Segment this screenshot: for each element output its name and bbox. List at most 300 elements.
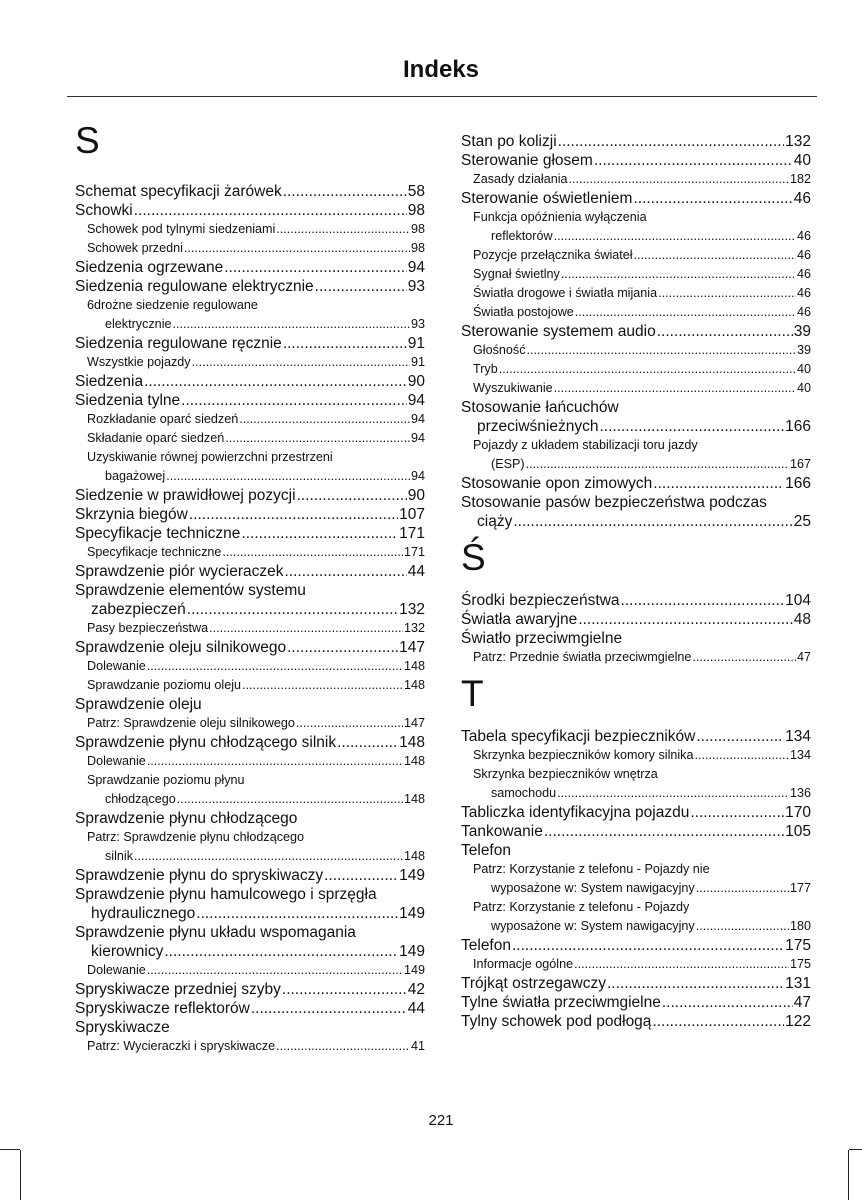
- page-ref: 46: [793, 190, 811, 207]
- page-ref: 171: [399, 525, 425, 542]
- index-entry: [461, 474, 811, 493]
- entry-text: Schowek pod tylnymi siedzeniami: [87, 222, 276, 236]
- index-entry: [461, 322, 811, 341]
- index-entry: [75, 391, 425, 410]
- entry-text-continued: hydraulicznego: [91, 905, 196, 922]
- page-ref: 93: [410, 317, 425, 331]
- page-ref: 134: [789, 748, 811, 762]
- entry-text: Składanie oparć siedzeń: [87, 431, 225, 445]
- index-entry: [461, 803, 811, 822]
- dot-leader: [554, 379, 796, 398]
- page-ref: 42: [407, 981, 425, 998]
- entry-text-continued: ciąży: [477, 513, 513, 530]
- entry-text: Siedzenia regulowane elektrycznie: [75, 278, 314, 295]
- dot-leader: [513, 512, 792, 531]
- entry-text: Specyfikacje techniczne: [87, 545, 222, 559]
- dot-leader: [276, 1037, 410, 1056]
- page-ref: 94: [410, 431, 425, 445]
- page-ref: 94: [407, 259, 425, 276]
- entry-text: Światła awaryjne: [461, 611, 578, 628]
- index-subentry: [75, 296, 425, 334]
- index-entry: [75, 999, 425, 1018]
- entry-text: Skrzynka bezpieczników komory silnika: [473, 748, 694, 762]
- entry-text: Siedzenia tylne: [75, 392, 181, 409]
- entry-text: Głośność: [473, 343, 526, 357]
- index-entry: [75, 980, 425, 999]
- title-rule: [67, 96, 817, 97]
- index-subentry: [461, 955, 811, 974]
- entry-text: Pojazdy z układem stabilizacji toru jazdy: [473, 438, 698, 452]
- dot-leader: [144, 372, 407, 391]
- page-ref: 166: [785, 475, 811, 492]
- index-subentry: [461, 265, 811, 284]
- dot-leader: [222, 543, 403, 562]
- index-entry: [461, 727, 811, 746]
- page-ref: 148: [403, 659, 425, 673]
- entry-text: Wszystkie pojazdy: [87, 355, 191, 369]
- dot-leader: [166, 467, 410, 486]
- index-subentry: [461, 284, 811, 303]
- entry-text: Sprawdzenie płynu układu wspomagania: [75, 924, 356, 941]
- page-ref: 46: [796, 286, 811, 300]
- index-entry: [75, 695, 425, 714]
- dot-leader: [599, 417, 784, 436]
- entry-text: Pasy bezpieczeństwa: [87, 621, 209, 635]
- index-subentry: [75, 714, 425, 733]
- index-entry: [461, 629, 811, 648]
- page-ref: 98: [410, 222, 425, 236]
- page-ref: 180: [789, 919, 811, 933]
- index-entry: [75, 638, 425, 657]
- dot-leader: [594, 151, 793, 170]
- page-ref: 91: [410, 355, 425, 369]
- index-subentry: [75, 752, 425, 771]
- index-entry: [75, 562, 425, 581]
- index-entry: [75, 1018, 425, 1037]
- dot-leader: [192, 353, 410, 372]
- entry-text-continued: wyposażone w: System nawigacyjny: [491, 881, 695, 895]
- entry-text: Rozkładanie oparć siedzeń: [87, 412, 239, 426]
- dot-leader: [512, 936, 784, 955]
- index-entry: [461, 993, 811, 1012]
- entry-text-continued: wyposażone w: System nawigacyjny: [491, 919, 695, 933]
- entry-text-continued: chłodzącego: [105, 792, 176, 806]
- page-ref: 132: [785, 133, 811, 150]
- page-ref: 149: [399, 943, 425, 960]
- dot-leader: [147, 657, 403, 676]
- entry-text: Światło przeciwmgielne: [461, 630, 623, 647]
- dot-leader: [187, 600, 398, 619]
- entry-text: Uzyskiwanie równej powierzchni przestrzeni: [87, 450, 333, 464]
- index-subentry: [461, 303, 811, 322]
- index-entry: [75, 505, 425, 524]
- dot-leader: [283, 334, 407, 353]
- page-ref: 175: [789, 957, 811, 971]
- page-ref: 40: [793, 152, 811, 169]
- dot-leader: [690, 803, 784, 822]
- page-ref: 104: [785, 592, 811, 609]
- section-letter: Ś: [461, 537, 486, 578]
- dot-leader: [694, 746, 789, 765]
- dot-leader: [189, 505, 398, 524]
- index-entry: [75, 885, 425, 923]
- page-ref: 149: [399, 905, 425, 922]
- entry-text: Sprawdzenie płynu do spryskiwaczy: [75, 867, 324, 884]
- index-entry: [75, 866, 425, 885]
- dot-leader: [283, 182, 407, 201]
- entry-text: Siedzenia ogrzewane: [75, 259, 224, 276]
- page-ref: 166: [785, 418, 811, 435]
- index-subentry: [75, 353, 425, 372]
- index-entry: [461, 151, 811, 170]
- page-ref: 134: [785, 728, 811, 745]
- dot-leader: [634, 246, 796, 265]
- dot-leader: [653, 474, 784, 493]
- dot-leader: [324, 866, 398, 885]
- page-ref: 136: [789, 786, 811, 800]
- crop-mark-left-vertical: [20, 1150, 21, 1200]
- dot-leader: [575, 303, 796, 322]
- dot-leader: [657, 322, 793, 341]
- page-ref: 44: [407, 563, 425, 580]
- page-ref: 131: [785, 975, 811, 992]
- dot-leader: [196, 904, 398, 923]
- dot-leader: [692, 648, 796, 667]
- dot-leader: [134, 201, 407, 220]
- index-subentry: [75, 410, 425, 429]
- entry-text: Siedzenie w prawidłowej pozycji: [75, 487, 296, 504]
- page-ref: 147: [403, 716, 425, 730]
- page-ref: 105: [785, 823, 811, 840]
- dot-leader: [224, 258, 407, 277]
- index-subentry: [75, 448, 425, 486]
- entry-text: Patrz: Przednie światła przeciwmgielne: [473, 650, 692, 664]
- index-entry: [75, 372, 425, 391]
- dot-leader: [147, 961, 403, 980]
- dot-leader: [173, 315, 410, 334]
- dot-leader: [147, 752, 403, 771]
- entry-text: Patrz: Wycieraczki i spryskiwacze: [87, 1039, 276, 1053]
- entry-text: Sygnał świetlny: [473, 267, 560, 281]
- entry-text-continued: reflektorów: [491, 229, 553, 243]
- dot-leader: [241, 524, 398, 543]
- dot-leader: [578, 610, 792, 629]
- index-subentry: [461, 436, 811, 474]
- entry-text: Tabela specyfikacji bezpieczników: [461, 728, 696, 745]
- entry-text-continued: elektrycznie: [105, 317, 172, 331]
- entry-text: Spryskiwacze przedniej szyby: [75, 981, 281, 998]
- section-letter: T: [461, 673, 484, 714]
- page-ref: 94: [410, 412, 425, 426]
- entry-text: Specyfikacje techniczne: [75, 525, 241, 542]
- index-subentry: [75, 619, 425, 638]
- index-entry: [75, 733, 425, 752]
- dot-leader: [662, 993, 793, 1012]
- dot-leader: [297, 486, 407, 505]
- entry-text: Sprawdzenie elementów systemu: [75, 582, 306, 599]
- index-subentry: [75, 239, 425, 258]
- entry-text: Sprawdzanie poziomu płynu: [87, 773, 245, 787]
- dot-leader: [558, 132, 784, 151]
- dot-leader: [557, 784, 789, 803]
- index-subentry: [461, 860, 811, 898]
- entry-text: Spryskiwacze: [75, 1019, 170, 1036]
- index-entry: [461, 841, 811, 860]
- entry-text: Schowki: [75, 202, 133, 219]
- page-ref: 40: [796, 381, 811, 395]
- index-entry: [461, 610, 811, 629]
- page-number: 221: [428, 1112, 454, 1129]
- page-ref: 91: [407, 335, 425, 352]
- index-entry: [75, 486, 425, 505]
- page-ref: 182: [789, 172, 811, 186]
- index-entry: [461, 822, 811, 841]
- page-ref: 148: [403, 678, 425, 692]
- page-ref: 149: [399, 867, 425, 884]
- entry-text: Sprawdzenie oleju: [75, 696, 202, 713]
- entry-text: Sprawdzenie płynu chłodzącego: [75, 810, 298, 827]
- page-ref: 94: [407, 392, 425, 409]
- entry-text: Tabliczka identyfikacyjna pojazdu: [461, 804, 690, 821]
- dot-leader: [181, 391, 407, 410]
- dot-leader: [652, 1012, 784, 1031]
- index-entry: [75, 258, 425, 277]
- page-ref: 48: [793, 611, 811, 628]
- entry-text: Siedzenia regulowane ręcznie: [75, 335, 282, 352]
- page-ref: 171: [403, 545, 425, 559]
- dot-leader: [544, 822, 784, 841]
- entry-text: Sprawdzenie oleju silnikowego: [75, 639, 287, 656]
- index-subentry: [75, 657, 425, 676]
- index-entry: [75, 581, 425, 619]
- page-ref: 148: [399, 734, 425, 751]
- dot-leader: [242, 676, 403, 695]
- dot-leader: [239, 410, 410, 429]
- page-ref: 90: [407, 487, 425, 504]
- dot-leader: [696, 879, 789, 898]
- page-ref: 58: [407, 183, 425, 200]
- page-ref: 148: [403, 754, 425, 768]
- dot-leader: [177, 790, 403, 809]
- dot-leader: [696, 727, 784, 746]
- index-entry: [461, 493, 811, 531]
- entry-text: Dolewanie: [87, 963, 146, 977]
- entry-text: Sprawdzenie piór wycieraczek: [75, 563, 284, 580]
- index-entry: [461, 132, 811, 151]
- page-ref: 170: [785, 804, 811, 821]
- index-subentry: [461, 170, 811, 189]
- entry-text: Spryskiwacze reflektorów: [75, 1000, 250, 1017]
- index-subentry: [75, 1037, 425, 1056]
- dot-leader: [561, 265, 796, 284]
- dot-leader: [696, 917, 789, 936]
- dot-leader: [621, 591, 785, 610]
- index-subentry: [75, 828, 425, 866]
- entry-text: Stan po kolizji: [461, 133, 557, 150]
- index-column-right: [461, 132, 811, 1031]
- page-ref: 46: [796, 305, 811, 319]
- page-ref: 177: [789, 881, 811, 895]
- page-ref: 39: [793, 323, 811, 340]
- entry-text: Tryb: [473, 362, 498, 376]
- entry-text: Tylne światła przeciwmgielne: [461, 994, 661, 1011]
- index-entry: [461, 591, 811, 610]
- dot-leader: [526, 455, 789, 474]
- page-ref: 25: [793, 513, 811, 530]
- page-ref: 46: [796, 229, 811, 243]
- index-subentry: [75, 429, 425, 448]
- index-subentry: [461, 341, 811, 360]
- entry-text: Światła postojowe: [473, 305, 574, 319]
- page-ref: 93: [407, 278, 425, 295]
- index-entry: [461, 189, 811, 208]
- section-letter: S: [75, 120, 100, 161]
- entry-text: Funkcja opóźnienia wyłączenia: [473, 210, 647, 224]
- index-subentry: [461, 360, 811, 379]
- index-subentry: [75, 961, 425, 980]
- entry-text: Skrzynka bezpieczników wnętrza: [473, 767, 658, 781]
- page-ref: 44: [407, 1000, 425, 1017]
- page-ref: 149: [403, 963, 425, 977]
- entry-text-continued: samochodu: [491, 786, 557, 800]
- page-ref: 39: [796, 343, 811, 357]
- page-ref: 40: [796, 362, 811, 376]
- dot-leader: [134, 847, 403, 866]
- entry-text: Schowek przedni: [87, 241, 183, 255]
- dot-leader: [184, 239, 410, 258]
- page-ref: 175: [785, 937, 811, 954]
- index-subentry: [461, 208, 811, 246]
- entry-text: Siedzenia: [75, 373, 144, 390]
- dot-leader: [554, 227, 796, 246]
- index-subentry: [461, 765, 811, 803]
- dot-leader: [337, 733, 398, 752]
- index-subentry: [75, 676, 425, 695]
- entry-text: Sprawdzanie poziomu oleju: [87, 678, 242, 692]
- entry-text: Wyszukiwanie: [473, 381, 553, 395]
- page-ref: 94: [410, 469, 425, 483]
- dot-leader: [574, 955, 789, 974]
- entry-text-continued: kierownicy: [91, 943, 164, 960]
- entry-text: Tylny schowek pod podłogą: [461, 1013, 652, 1030]
- entry-text: Środki bezpieczeństwa: [461, 592, 620, 609]
- dot-leader: [282, 980, 407, 999]
- dot-leader: [284, 562, 406, 581]
- entry-text: Telefon: [461, 937, 511, 954]
- entry-text: Stosowanie opon zimowych: [461, 475, 653, 492]
- dot-leader: [276, 220, 410, 239]
- entry-text: 6drożne siedzenie regulowane: [87, 298, 258, 312]
- entry-text-continued: silnik: [105, 849, 133, 863]
- entry-text-continued: bagażowej: [105, 469, 166, 483]
- page-title: Indeks: [402, 56, 480, 83]
- page-ref: 41: [410, 1039, 425, 1053]
- dot-leader: [315, 277, 407, 296]
- entry-text: Sterowanie głosem: [461, 152, 593, 169]
- index-subentry: [461, 648, 811, 667]
- dot-leader: [225, 429, 410, 448]
- dot-leader: [251, 999, 407, 1018]
- dot-leader: [607, 974, 784, 993]
- index-column-left: [75, 122, 425, 1056]
- page-ref: 132: [399, 601, 425, 618]
- index-entry: [461, 936, 811, 955]
- page-ref: 148: [403, 849, 425, 863]
- page-ref: 47: [793, 994, 811, 1011]
- entry-text: Patrz: Korzystanie z telefonu - Pojazdy nie: [473, 862, 710, 876]
- crop-mark-right-horizontal: [849, 1149, 862, 1150]
- index-subentry: [461, 746, 811, 765]
- entry-text: Światła drogowe i światła mijania: [473, 286, 658, 300]
- dot-leader: [287, 638, 398, 657]
- page-ref: 46: [796, 267, 811, 281]
- dot-leader: [164, 942, 398, 961]
- entry-text: Dolewanie: [87, 659, 146, 673]
- dot-leader: [658, 284, 796, 303]
- index-subentry: [461, 246, 811, 265]
- page-ref: 167: [789, 457, 811, 471]
- entry-text: Schemat specyfikacji żarówek: [75, 183, 282, 200]
- entry-text-continued: zabezpieczeń: [91, 601, 186, 618]
- page-ref: 107: [399, 506, 425, 523]
- entry-text: Sprawdzenie płynu hamulcowego i sprzęgła: [75, 886, 377, 903]
- entry-text: Patrz: Sprawdzenie płynu chłodzącego: [87, 830, 305, 844]
- index-entry: [75, 923, 425, 961]
- crop-mark-right-vertical: [848, 1150, 849, 1200]
- entry-text: Telefon: [461, 842, 511, 859]
- entry-text: Pozycje przełącznika świateł: [473, 248, 633, 262]
- page-ref: 147: [399, 639, 425, 656]
- entry-text: Tankowanie: [461, 823, 543, 840]
- dot-leader: [499, 360, 796, 379]
- index-entry: [75, 277, 425, 296]
- index-subentry: [75, 771, 425, 809]
- page-ref: 46: [796, 248, 811, 262]
- index-entry: [75, 201, 425, 220]
- dot-leader: [527, 341, 796, 360]
- index-subentry: [461, 898, 811, 936]
- index-subentry: [75, 220, 425, 239]
- entry-text: Zasady działania: [473, 172, 568, 186]
- index-subentry: [75, 543, 425, 562]
- entry-text: Informacje ogólne: [473, 957, 574, 971]
- entry-text: Sterowanie systemem audio: [461, 323, 656, 340]
- index-subentry: [461, 379, 811, 398]
- entry-text-continued: przeciwśnieżnych: [477, 418, 599, 435]
- page-ref: 148: [403, 792, 425, 806]
- index-entry: [461, 1012, 811, 1031]
- index-entry: [461, 398, 811, 436]
- dot-leader: [296, 714, 403, 733]
- entry-text: Stosowanie pasów bezpieczeństwa podczas: [461, 494, 767, 511]
- entry-text: Trójkąt ostrzegawczy: [461, 975, 606, 992]
- index-entry: [75, 524, 425, 543]
- entry-text: Stosowanie łańcuchów: [461, 399, 619, 416]
- entry-text: Patrz: Korzystanie z telefonu - Pojazdy: [473, 900, 690, 914]
- dot-leader: [209, 619, 403, 638]
- page-ref: 90: [407, 373, 425, 390]
- page-ref: 98: [410, 241, 425, 255]
- entry-text-continued: (ESP): [491, 457, 525, 471]
- entry-text: Sterowanie oświetleniem: [461, 190, 633, 207]
- crop-mark-left-horizontal: [0, 1149, 20, 1150]
- page-ref: 132: [403, 621, 425, 635]
- index-entry: [75, 809, 425, 828]
- page-ref: 98: [407, 202, 425, 219]
- page-ref: 122: [785, 1013, 811, 1030]
- index-entry: [75, 182, 425, 201]
- entry-text: Skrzynia biegów: [75, 506, 188, 523]
